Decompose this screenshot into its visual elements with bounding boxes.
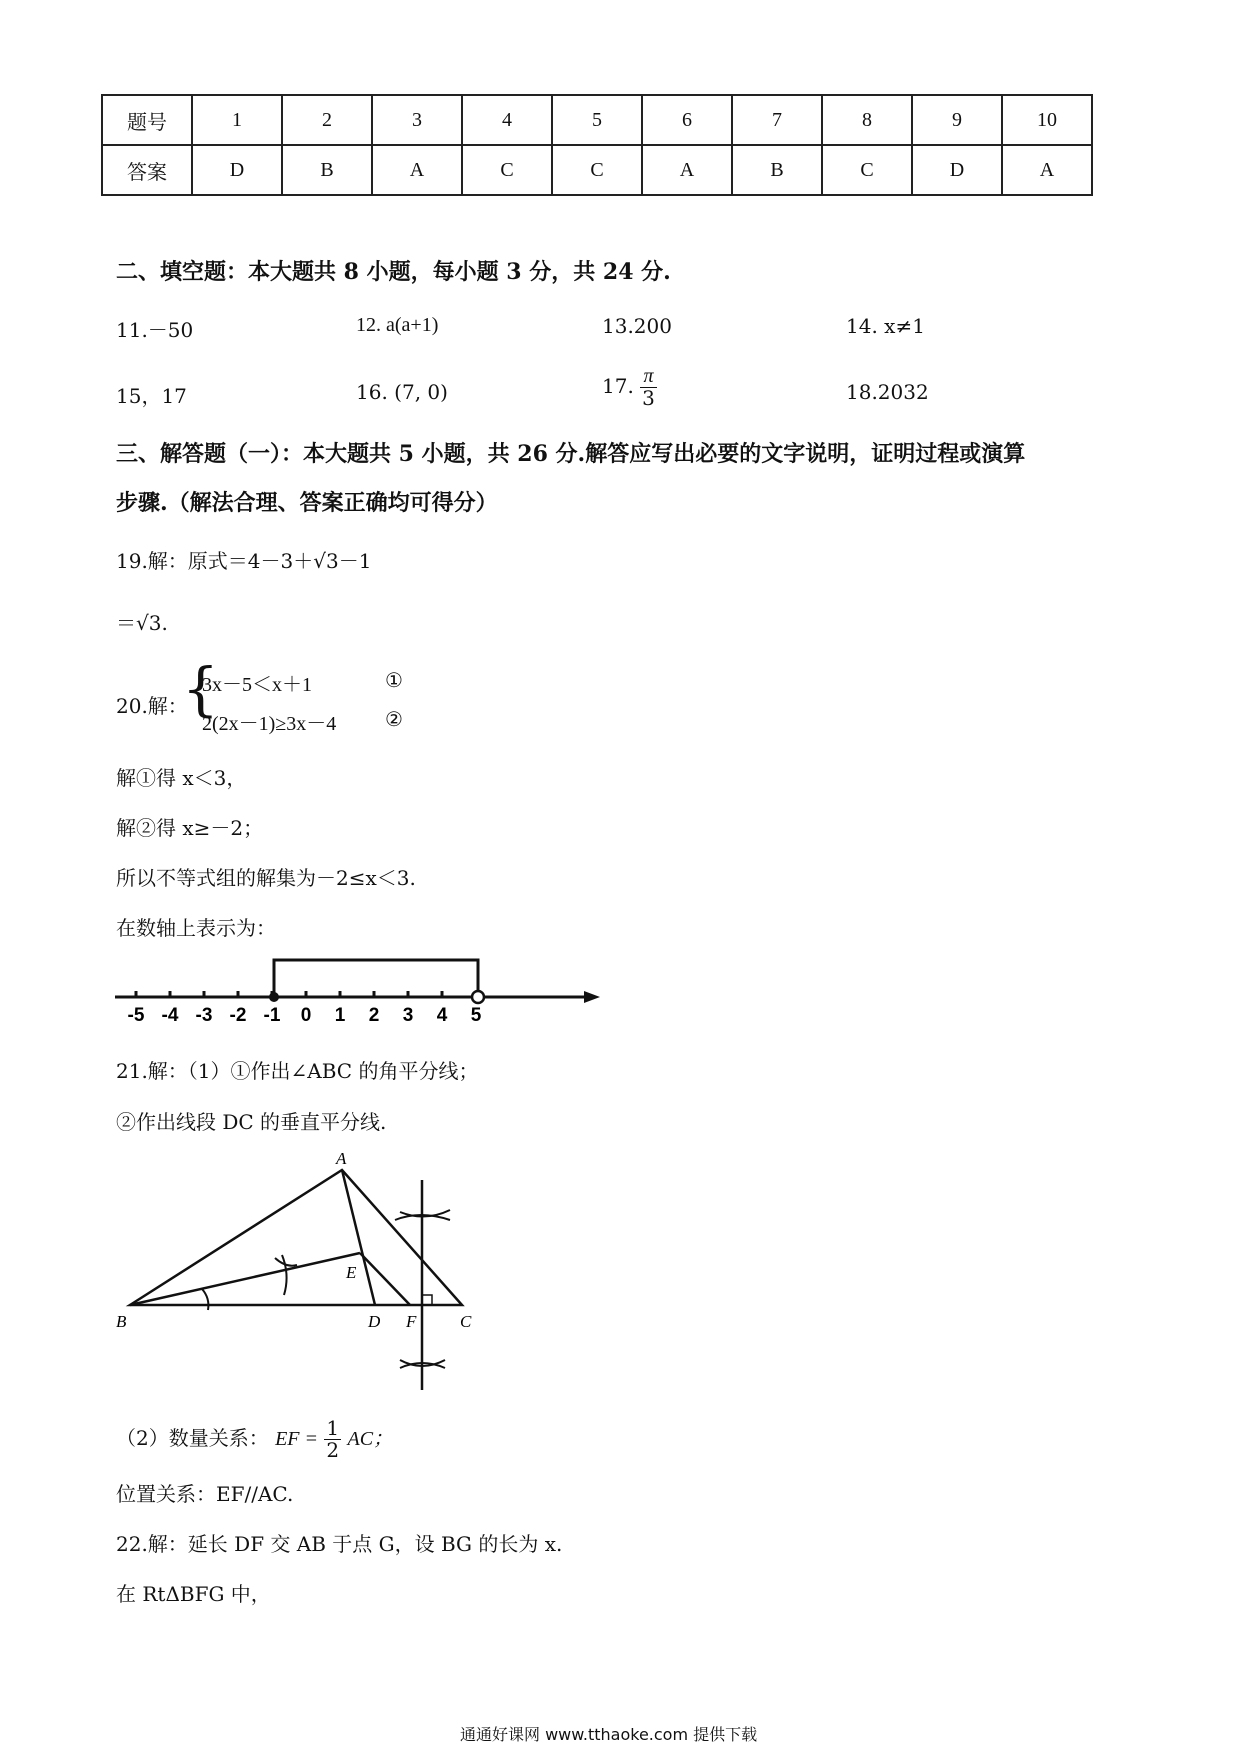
table-number-cell: 2 (282, 95, 372, 145)
q17-prefix: 17. (602, 374, 634, 398)
bisector-arc-1 (282, 1255, 287, 1295)
section3-heading-line1: 三、解答题（一）：本大题共 5 小题，共 26 分.解答应写出必要的文字说明，证明过程或演算 (116, 441, 1026, 467)
axis-tick-label: 4 (436, 1005, 448, 1026)
q20-mark-2: ② (385, 707, 403, 731)
answer-table (101, 94, 1093, 196)
q21-part2-numerator: 1 (326, 1416, 340, 1440)
q21-part2-denominator: 2 (326, 1438, 340, 1462)
table-answer-cell: A (642, 145, 732, 195)
axis-tick-label: 3 (402, 1005, 414, 1026)
axis-tick-label: 1 (334, 1005, 346, 1026)
angle-bisector-be (130, 1253, 360, 1305)
q20-inequality-2: 2(2x－1)≥3x－4 (202, 713, 337, 735)
answer-q13: 13.200 (602, 314, 672, 338)
table-number-cell: 8 (822, 95, 912, 145)
axis-tick-label: 2 (368, 1005, 380, 1026)
table-answer-cell: C (822, 145, 912, 195)
answer-q17 (602, 366, 657, 409)
point-label-c: C (460, 1312, 472, 1331)
q20-label: 20.解： (116, 694, 188, 718)
axis-tick-label: 0 (300, 1005, 312, 1026)
number-line-arrow (584, 991, 600, 1003)
q17-denominator: 3 (642, 386, 655, 410)
point-label-a: A (336, 1150, 347, 1168)
table-number-cell: 1 (192, 95, 282, 145)
table-answer-cell: C (462, 145, 552, 195)
table-answer-cell: B (732, 145, 822, 195)
axis-tick-label: 5 (470, 1005, 482, 1026)
footer-credit: 通通好课网 www.tthaoke.com 提供下载 (460, 1725, 758, 1744)
q19-line2: ＝√3. (116, 611, 168, 635)
section2-heading: 二、填空题：本大题共 8 小题，每小题 3 分，共 24 分. (116, 259, 671, 285)
system-brace: { (182, 655, 219, 723)
q21-part2-prefix: （2）数量关系： (116, 1426, 269, 1450)
answer-q15: 15，17 (116, 384, 187, 408)
table-number-cell: 4 (462, 95, 552, 145)
axis-tick-label: -4 (161, 1005, 179, 1026)
open-endpoint (472, 991, 484, 1003)
answer-q12: 12. a(a+1) (356, 314, 439, 336)
answer-q11: 11.－50 (116, 318, 194, 342)
answer-table-number-row (102, 95, 1092, 145)
q21-part2 (116, 1418, 393, 1461)
q21-position: 位置关系：EF//AC. (116, 1482, 294, 1506)
q22-line1: 22.解：延长 DF 交 AB 于点 G，设 BG 的长为 x. (116, 1532, 563, 1556)
q21-line2: ②作出线段 DC 的垂直平分线. (116, 1110, 387, 1134)
table-number-cell: 10 (1002, 95, 1092, 145)
angle-arc-b (202, 1289, 208, 1310)
triangle-abc (130, 1170, 462, 1305)
table-number-cell: 6 (642, 95, 732, 145)
q19-line1: 19.解：原式＝4－3＋√3－1 (116, 549, 372, 573)
table-answer-cell: B (282, 145, 372, 195)
table-number-cell: 9 (912, 95, 1002, 145)
section3-heading-line2: 步骤.（解法合理、答案正确均可得分） (116, 490, 498, 516)
q20-mark-1: ① (385, 668, 403, 692)
bisector-arc-2 (275, 1258, 297, 1266)
q20-step2: 解②得 x≥－2； (116, 816, 264, 840)
table-answer-cell: C (552, 145, 642, 195)
answer-q14: 14. x≠1 (846, 314, 925, 338)
q21-part2-lhs: EF = (275, 1428, 319, 1450)
q17-fraction (640, 366, 657, 409)
table-answer-cell: D (912, 145, 1002, 195)
axis-tick-label: -3 (195, 1005, 213, 1026)
point-label-f: F (406, 1312, 417, 1331)
right-angle-mark (422, 1295, 432, 1305)
q20-inequality-1: 3x－5＜x＋1 (202, 674, 312, 696)
answer-table-answer-row (102, 145, 1092, 195)
answer-q16: 16. (7, 0) (356, 380, 448, 404)
q17-numerator: π (640, 366, 657, 388)
q20-step1: 解①得 x＜3， (116, 766, 247, 790)
triangle-figure (110, 1150, 490, 1400)
table-answer-cell: A (372, 145, 462, 195)
axis-tick-label: -5 (127, 1005, 145, 1026)
q20-step4: 在数轴上表示为： (116, 916, 276, 940)
axis-tick-label: -1 (263, 1005, 281, 1026)
q21-part2-rhs: AC； (347, 1428, 394, 1450)
table-number-cell: 7 (732, 95, 822, 145)
answer-q18: 18.2032 (846, 380, 929, 404)
table-answer-label: 答案 (102, 145, 192, 195)
q20-step3: 所以不等式组的解集为－2≤x＜3. (116, 866, 416, 890)
number-line (110, 950, 610, 1030)
q21-line1: 21.解：（1）①作出∠ABC 的角平分线； (116, 1059, 479, 1083)
table-header-label: 题号 (102, 95, 192, 145)
table-answer-cell: D (192, 145, 282, 195)
q21-part2-fraction (324, 1418, 341, 1461)
q22-line2: 在 RtΔBFG 中， (116, 1582, 271, 1606)
table-number-cell: 5 (552, 95, 642, 145)
table-answer-cell: A (1002, 145, 1092, 195)
point-label-d: D (368, 1312, 381, 1331)
axis-tick-label: -2 (229, 1005, 247, 1026)
point-label-b: B (116, 1312, 127, 1331)
table-number-cell: 3 (372, 95, 462, 145)
closed-endpoint (269, 992, 279, 1002)
point-label-e: E (346, 1263, 357, 1282)
